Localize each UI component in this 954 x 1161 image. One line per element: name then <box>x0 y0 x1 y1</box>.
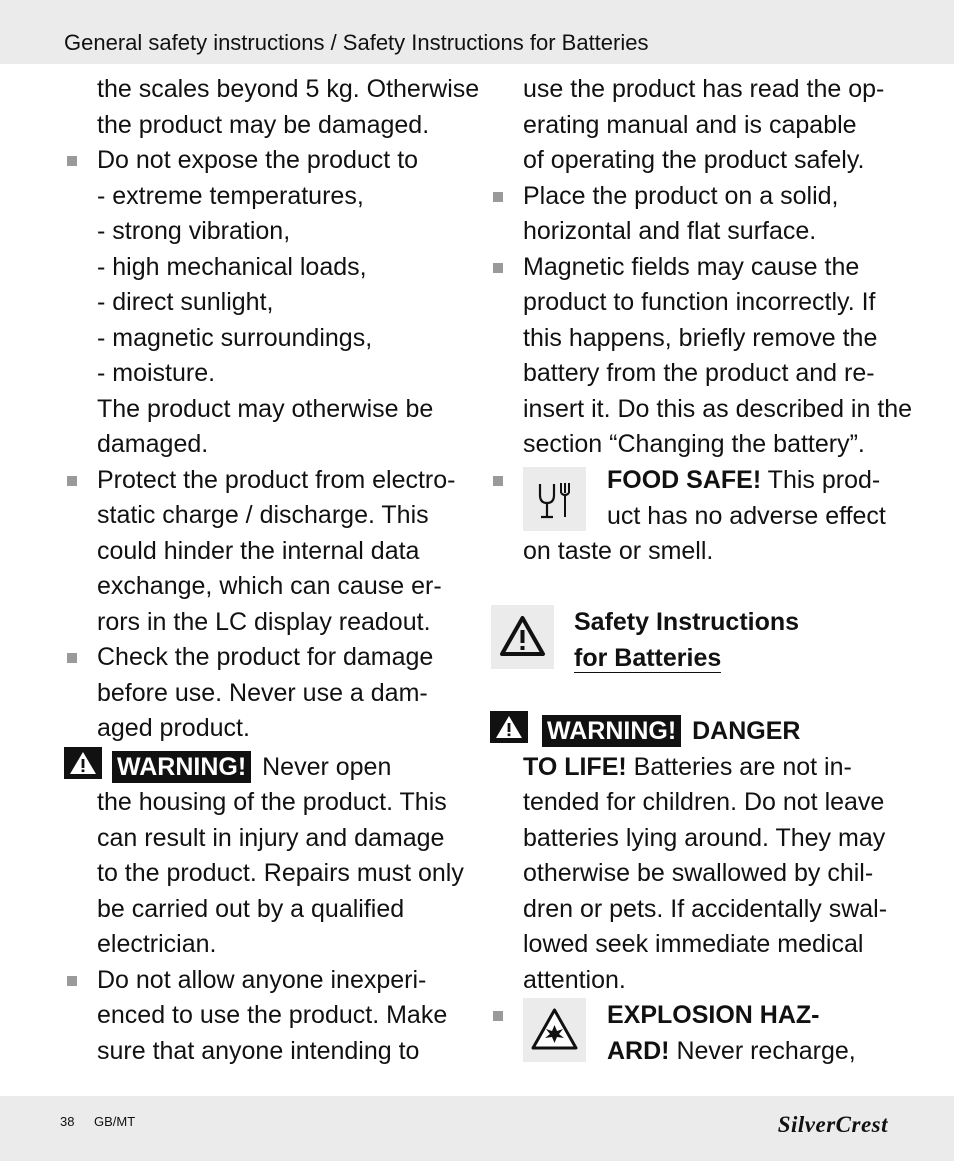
text-line: batteries lying around. They may <box>523 823 886 852</box>
caution-box <box>491 605 554 669</box>
section-heading-line2 <box>574 640 721 676</box>
text-line: the scales beyond 5 kg. Otherwise <box>97 75 480 103</box>
brand-logo: SilverCrest <box>777 1112 888 1137</box>
danger-label: DANGER <box>692 717 801 745</box>
list-item: - direct sunlight, <box>97 288 274 316</box>
text-line: battery from the product and re- <box>523 359 875 387</box>
bullet-item: Magnetic fields may cause the <box>490 250 900 286</box>
text-line: dren or pets. If accidentally swal- <box>523 894 888 923</box>
warning-triangle-icon <box>490 711 528 743</box>
right-column-top <box>490 72 913 463</box>
text-line: static charge / discharge. This <box>97 501 429 529</box>
text-span: Never recharge, <box>676 1036 856 1065</box>
text-line: exchange, which can cause er- <box>97 572 442 600</box>
text-line: tended for children. Do not leave <box>523 788 885 816</box>
text-span: Batteries are not in- <box>633 752 852 781</box>
list-item: - moisture. <box>97 359 216 387</box>
region-code: GB/MT <box>94 1114 136 1129</box>
explosion-label: EXPLOSION HAZ- <box>607 1001 820 1029</box>
left-column <box>64 72 480 1069</box>
bullet-item: Protect the product from electro- <box>64 463 472 499</box>
food-safe-icon <box>523 467 586 531</box>
text-line: insert it. Do this as described in the <box>523 394 913 423</box>
text-line: enced to use the product. Make <box>97 1001 448 1029</box>
page-header <box>0 0 954 64</box>
text-line: erating manual and is capable <box>523 110 857 139</box>
header-title: General safety instructions / Safety Instructions for Batteries <box>64 30 649 55</box>
list-item: - strong vibration, <box>97 217 291 245</box>
text-line: the housing of the product. This <box>97 788 447 816</box>
warning-triangle-icon <box>491 605 554 669</box>
bullet-item: Check the product for damage <box>64 640 472 676</box>
text-line: this happens, briefly remove the <box>523 323 878 352</box>
warning-triangle-icon <box>64 747 102 779</box>
text-line: electrician. <box>97 930 217 958</box>
bullet-item: Place the product on a solid, <box>490 179 900 215</box>
text-line: on taste or smell. <box>523 537 714 565</box>
text-span: Never open <box>262 752 392 781</box>
text-line: horizontal and flat surface. <box>523 217 817 245</box>
text-line: lowed seek immediate medical <box>523 930 864 958</box>
text-span: This prod- <box>767 466 881 494</box>
text-line: sure that anyone intending to <box>97 1036 420 1065</box>
explosion-label-2: ARD! <box>607 1036 670 1065</box>
section-heading: Safety Instructions <box>574 608 800 636</box>
warning-badge: WARNING! <box>542 715 681 747</box>
text-line: be carried out by a qualified <box>97 894 405 923</box>
list-item: - high mechanical loads, <box>97 252 367 281</box>
text-line: before use. Never use a dam- <box>97 678 428 707</box>
bullet-item: Do not allow anyone inexperi- <box>64 963 472 999</box>
text-line: The product may otherwise be <box>97 394 434 423</box>
text-line: section “Changing the battery”. <box>523 430 865 458</box>
list-item: - extreme temperatures, <box>97 181 364 210</box>
text-line: use the product has read the op- <box>523 75 885 103</box>
text-line: uct has no adverse effect <box>607 501 886 530</box>
text-line: the product may be damaged. <box>97 110 430 139</box>
text-line: product to function incorrectly. If <box>523 288 876 316</box>
warning-line <box>64 747 472 786</box>
text-line: could hinder the internal data <box>97 536 420 565</box>
text-line: attention. <box>523 965 626 994</box>
explosion-hazard-icon <box>523 998 586 1062</box>
danger-label-2: TO LIFE! <box>523 752 627 781</box>
food-safe-label: FOOD SAFE! <box>607 466 762 494</box>
text-line: rors in the LC display readout. <box>97 607 431 636</box>
warning-badge: WARNING! <box>112 751 251 783</box>
text-line: aged product. <box>97 714 250 742</box>
text-line: of operating the product safely. <box>523 146 865 174</box>
text-line: can result in injury and damage <box>97 823 445 852</box>
bullet-item: Do not expose the product to <box>64 143 472 179</box>
text-line: otherwise be swallowed by chil- <box>523 859 874 887</box>
warning-line <box>490 711 900 750</box>
section-heading-text: for Batteries <box>574 644 722 672</box>
page-number: 38 <box>60 1114 75 1129</box>
page-footer <box>0 1096 954 1161</box>
text-line <box>490 750 900 786</box>
list-item: - magnetic surroundings, <box>97 323 373 352</box>
text-line: damaged. <box>97 430 209 458</box>
text-line: to the product. Repairs must only <box>97 859 464 887</box>
